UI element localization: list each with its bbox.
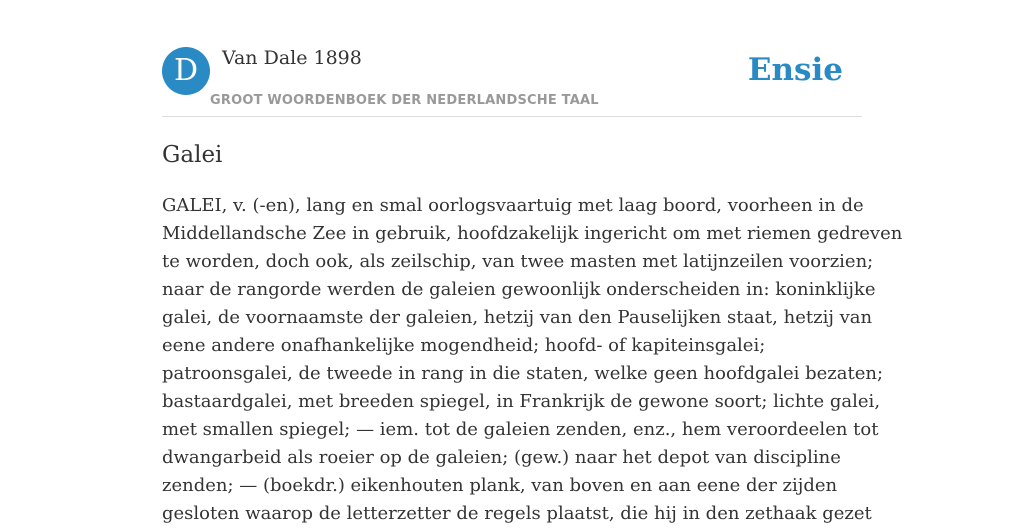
definition-line: Middellandsche Zee in gebruik, hoofdzakelijk ingericht om met riemen gedreven xyxy=(162,223,903,244)
definition-line: patroonsgalei, de tweede in rang in die staten, welke geen hoofdgalei bezaten; xyxy=(162,363,884,384)
definition-line: eene andere onafhankelijke mogendheid; hoofd- of kapiteinsgalei; xyxy=(162,335,766,356)
ensie-logo[interactable]: Ensie xyxy=(747,52,843,88)
dictionary-header xyxy=(162,46,862,117)
definition-line: GALEI, v. (-en), lang en smal oorlogsvaartuig met laag boord, voorheen in de xyxy=(162,195,864,216)
definition-line: bastaardgalei, met breeden spiegel, in Frankrijk de gewone soort; lichte galei, xyxy=(162,391,881,412)
definition-line: met smallen spiegel; — iem. tot de galeien zenden, enz., hem veroordeelen tot xyxy=(162,419,879,440)
dictionary-title[interactable]: Van Dale 1898 xyxy=(222,47,362,69)
entry-definition xyxy=(162,192,903,528)
definition-line: naar de rangorde werden de galeien gewoonlijk onderscheiden in: koninklijke xyxy=(162,279,876,300)
definition-line: dwangarbeid als roeier op de galeien; (gew.) naar het depot van discipline xyxy=(162,447,841,468)
definition-line: gesloten waarop de letterzetter de regels plaatst, die hij in den zethaak gezet xyxy=(162,503,872,524)
definition-line: zenden; — (boekdr.) eikenhouten plank, van boven en aan eene der zijden xyxy=(162,475,838,496)
dictionary-subtitle: GROOT WOORDENBOEK DER NEDERLANDSCHE TAAL xyxy=(210,93,599,108)
entry-title: Galei xyxy=(162,142,223,168)
dictionary-logo[interactable]: D xyxy=(162,47,210,95)
definition-line: galei, de voornaamste der galeien, hetzij van den Pauselijken staat, hetzij van xyxy=(162,307,873,328)
definition-line: te worden, doch ook, als zeilschip, van twee masten met latijnzeilen voorzien; xyxy=(162,251,874,272)
